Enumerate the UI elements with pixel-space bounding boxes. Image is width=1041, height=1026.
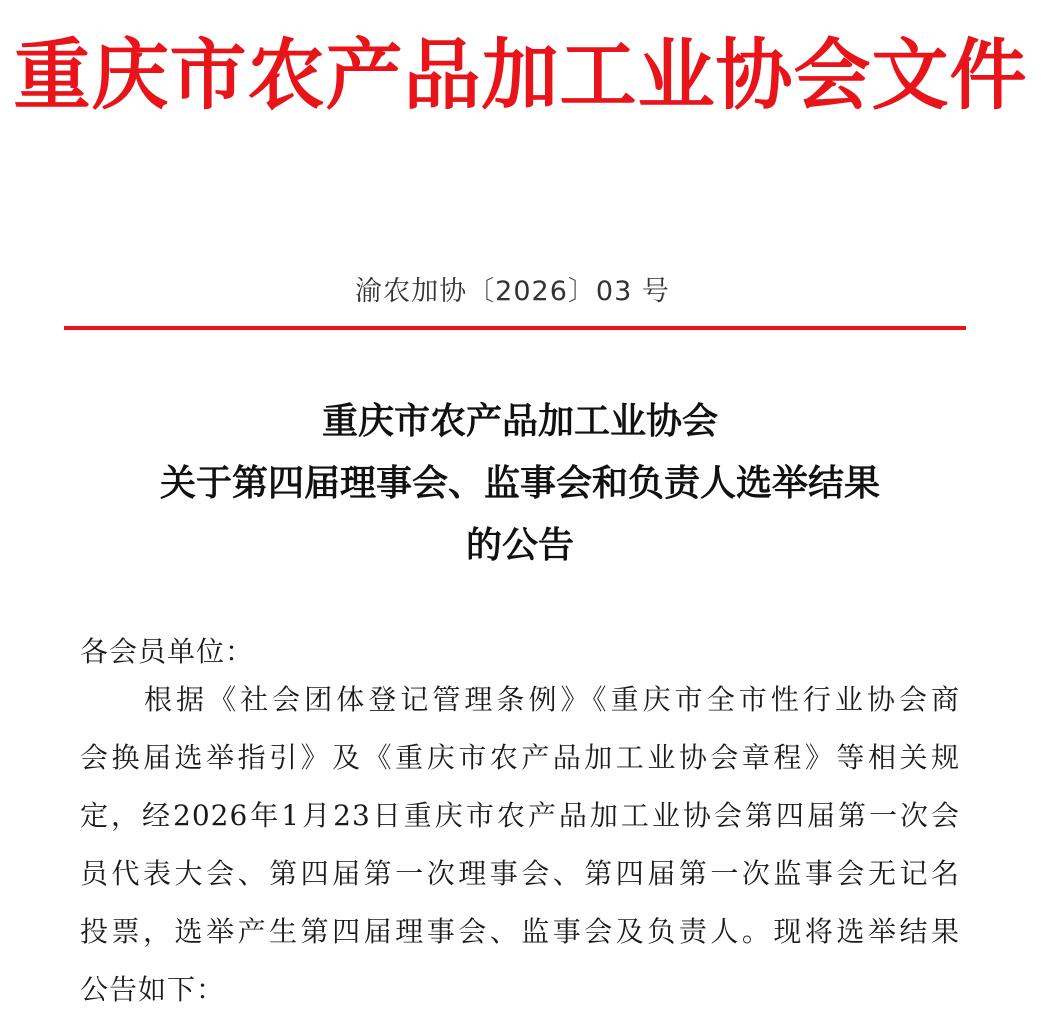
red-divider-line: [64, 326, 966, 330]
document-number: 渝农加协〔2026〕03 号: [355, 276, 670, 307]
body-line: 会换届选举指引》及《重庆市农产品加工业协会章程》等相关规: [80, 741, 960, 774]
notice-title-line-2: 关于第四届理事会、监事会和负责人选举结果: [159, 462, 880, 504]
notice-body: [80, 678, 960, 1026]
notice-title-line-1: 重庆市农产品加工业协会: [321, 400, 718, 442]
body-line: 员代表大会、第四届第一次理事会、第四届第一次监事会无记名: [80, 857, 960, 890]
body-line: 定，经2026年1月23日重庆市农产品加工业协会第四届第一次会: [80, 799, 960, 832]
body-line: 投票，选举产生第四届理事会、监事会及负责人。现将选举结果: [80, 915, 960, 948]
salutation: 各会员单位：: [80, 635, 255, 668]
red-header-title: 重庆市农产品加工业协会文件: [13, 31, 1028, 121]
body-line: 根据《社会团体登记管理条例》《重庆市全市性行业协会商: [144, 683, 960, 716]
notice-title: [40, 390, 1000, 576]
notice-title-line-3: 的公告: [465, 524, 574, 566]
body-line: 公告如下：: [80, 973, 226, 1006]
